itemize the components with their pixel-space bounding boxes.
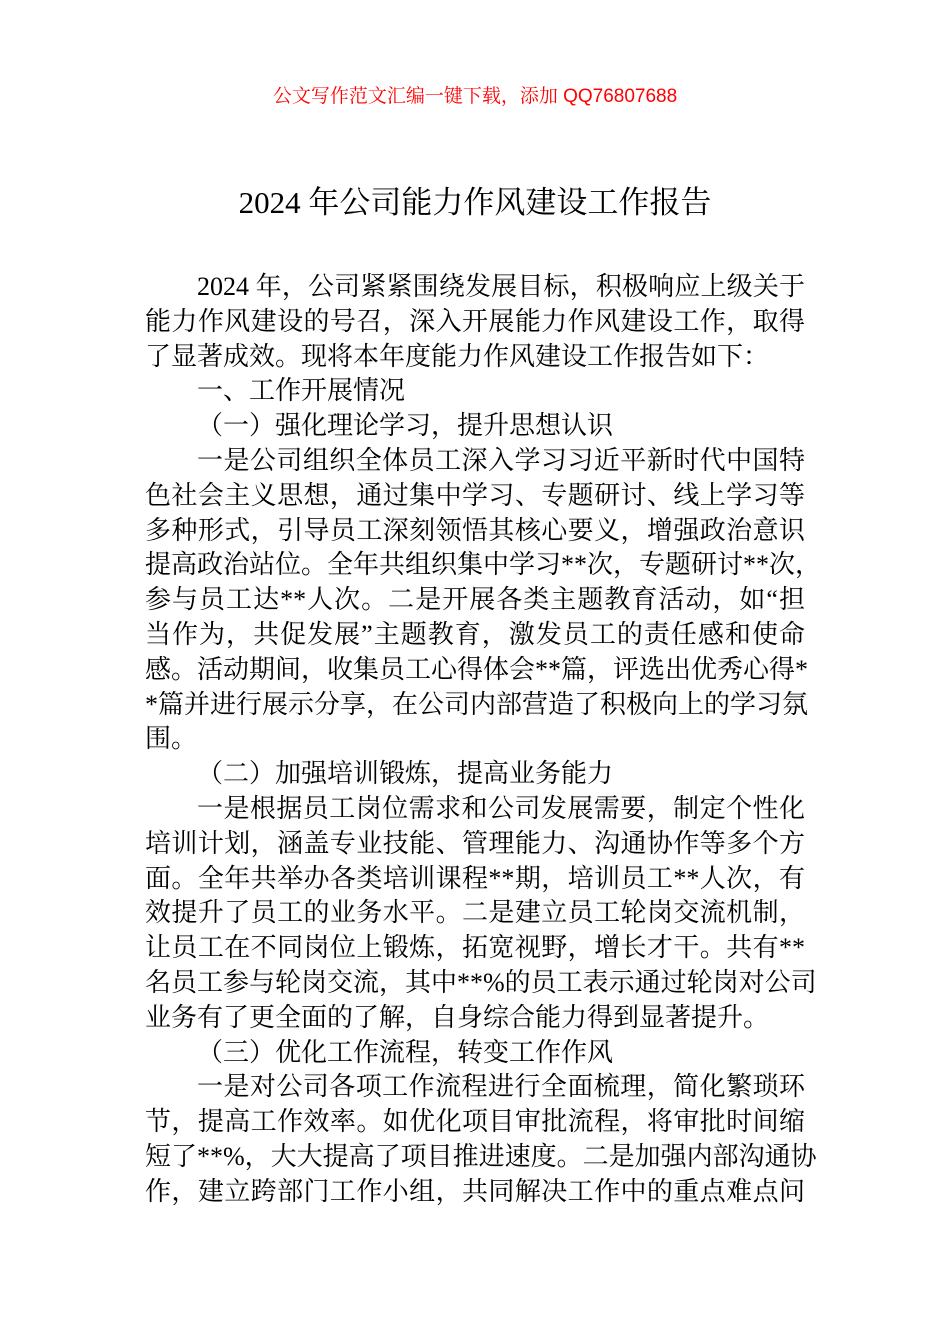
paragraph-line: 感。活动期间，收集员工心得体会**篇，评选出优秀心得*: [145, 654, 809, 684]
paragraph-line: 一是根据员工岗位需求和公司发展需要，制定个性化: [197, 793, 805, 823]
paragraph-line: 节，提高工作效率。如优化项目审批流程，将审批时间缩: [145, 1107, 805, 1137]
subsection-heading: （一）强化理论学习，提升思想认识: [197, 411, 614, 441]
document-body: [145, 270, 822, 1210]
paragraph-line: 了显著成效。现将本年度能力作风建设工作报告如下：: [145, 341, 770, 371]
paragraph-line: 围。: [145, 724, 198, 754]
paragraph-line: 多种形式，引导员工深刻领悟其核心要义，增强政治意识: [145, 515, 805, 545]
paragraph-line: 一是公司组织全体员工深入学习习近平新时代中国特: [197, 445, 805, 475]
paragraph-line: 色社会主义思想，通过集中学习、专题研讨、线上学习等: [145, 480, 805, 510]
paragraph-line: 能力作风建设的号召，深入开展能力作风建设工作，取得: [145, 306, 805, 336]
document-title: 2024 年公司能力作风建设工作报告: [238, 185, 712, 220]
paragraph-line: 让员工在不同岗位上锻炼，拓宽视野，增长才干。共有**: [145, 933, 805, 963]
paragraph-line: 一是对公司各项工作流程进行全面梳理，简化繁琐环: [197, 1072, 805, 1102]
intro-paragraph: [145, 270, 805, 374]
paragraph-line: 当作为，共促发展”主题教育，激发员工的责任感和使命: [145, 619, 805, 649]
paragraph-line: 短了**%，大大提高了项目推进速度。二是加强内部沟通协: [145, 1141, 817, 1171]
paragraph-line: 提高政治站位。全年共组织集中学习**次，专题研讨**次，: [145, 550, 822, 580]
paragraph-line: 名员工参与轮岗交流，其中**%的员工表示通过轮岗对公司: [145, 967, 817, 997]
subsection-paragraph: [145, 792, 817, 1036]
subsection-heading: （二）加强培训锻炼，提高业务能力: [197, 759, 614, 789]
section-heading: 一、工作开展情况: [197, 376, 406, 406]
promo-banner: 公文写作范文汇编一键下载，添加 QQ76807688: [272, 86, 678, 107]
subsection-paragraph: [145, 1070, 817, 1209]
subsection-heading: （三）优化工作流程，转变工作作风: [197, 1037, 614, 1067]
paragraph-line: 参与员工达**人次。二是开展各类主题教育活动，如“担: [145, 585, 805, 615]
paragraph-line: *篇并进行展示分享，在公司内部营造了积极向上的学习氛: [145, 689, 809, 719]
paragraph-line: 2024 年，公司紧紧围绕发展目标，积极响应上级关于: [197, 272, 805, 301]
subsection-paragraph: [145, 444, 822, 757]
paragraph-line: 面。全年共举办各类培训课程**期，培训员工**人次，有: [145, 863, 805, 893]
paragraph-line: 培训计划，涵盖专业技能、管理能力、沟通协作等多个方: [145, 828, 805, 858]
paragraph-line: 效提升了员工的业务水平。二是建立员工轮岗交流机制，: [145, 898, 805, 928]
paragraph-line: 作，建立跨部门工作小组，共同解决工作中的重点难点问: [145, 1176, 805, 1206]
paragraph-line: 业务有了更全面的了解，自身综合能力得到显著提升。: [145, 1002, 770, 1032]
